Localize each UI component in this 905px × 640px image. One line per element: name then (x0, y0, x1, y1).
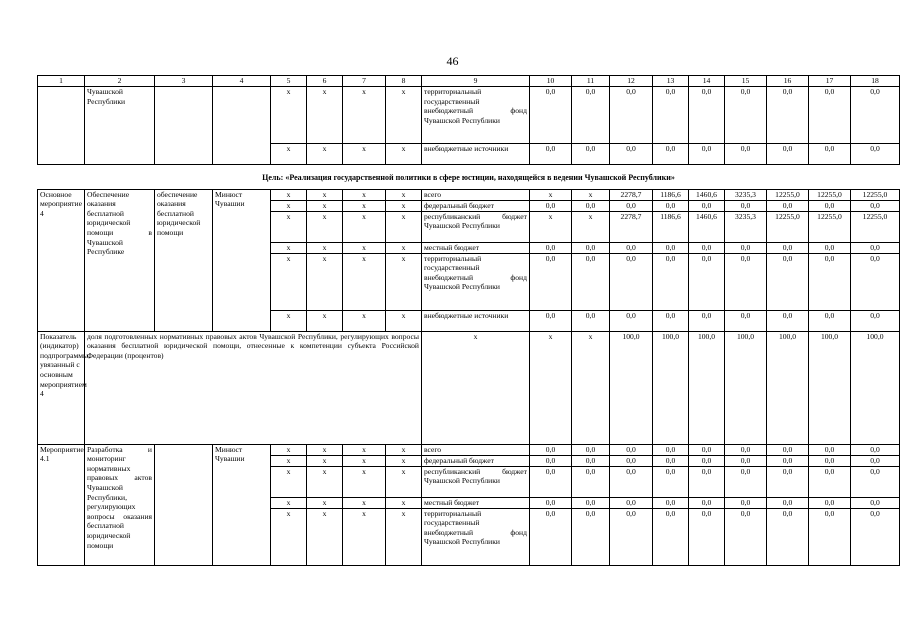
value-cell: 0,0 (530, 466, 572, 497)
value-cell: 100,0 (610, 331, 653, 444)
value-cell: 0,0 (689, 497, 725, 508)
column-number-cell: 10 (530, 76, 572, 87)
value-cell: 0,0 (530, 242, 572, 253)
value-cell: 0,0 (725, 200, 767, 211)
x-mark-cell: x (386, 466, 422, 497)
value-cell: 0,0 (809, 508, 851, 565)
column-number-cell: 12 (610, 76, 653, 87)
x-mark-cell: x (343, 508, 386, 565)
value-cell: 0,0 (725, 242, 767, 253)
value-cell: 0,0 (689, 455, 725, 466)
value-cell: 0,0 (610, 87, 653, 144)
value-cell: 0,0 (809, 200, 851, 211)
value-cell: 12255,0 (851, 189, 900, 200)
value-cell: 0,0 (851, 144, 900, 165)
event-task-cell (155, 444, 213, 565)
goal-heading: Цель: «Реализация государственной политики в сфере юстиции, находящейся в ведении Чувашской Республики» (38, 165, 900, 190)
value-cell: 0,0 (530, 87, 572, 144)
x-mark-cell: x (271, 444, 307, 455)
value-cell: 3235,3 (725, 189, 767, 200)
funding-source-cell: федеральный бюджет (422, 455, 530, 466)
funding-source-cell: территориальный государственный внебюджетный фонд Чувашской Республики (422, 87, 530, 144)
value-cell: 0,0 (530, 310, 572, 331)
x-mark-cell: x (307, 189, 343, 200)
value-cell: 100,0 (725, 331, 767, 444)
table-row (38, 87, 900, 144)
value-cell: 0,0 (809, 310, 851, 331)
column-number-cell: 16 (767, 76, 809, 87)
value-cell: 0,0 (689, 200, 725, 211)
column-number-cell: 7 (343, 76, 386, 87)
x-mark-cell: x (271, 87, 307, 144)
value-cell: 0,0 (725, 87, 767, 144)
value-cell: 0,0 (767, 253, 809, 310)
x-mark-cell: x (343, 466, 386, 497)
funding-source-cell: внебюджетные источники (422, 310, 530, 331)
value-cell: 0,0 (809, 242, 851, 253)
value-cell: 0,0 (767, 144, 809, 165)
x-mark-cell: x (271, 144, 307, 165)
column-number-cell: 15 (725, 76, 767, 87)
executor-cell: Минюст Чувашии (213, 444, 271, 565)
value-cell: x (530, 189, 572, 200)
value-cell: x (572, 331, 610, 444)
value-cell: 0,0 (572, 508, 610, 565)
empty-cell (38, 87, 85, 165)
x-mark-cell: x (386, 200, 422, 211)
value-cell: 3235,3 (725, 211, 767, 242)
x-mark-cell: x (343, 242, 386, 253)
event-type-cell: Мероприятие 4.1 (38, 444, 85, 565)
value-cell: 0,0 (809, 466, 851, 497)
funding-source-cell: всего (422, 189, 530, 200)
x-mark-cell: x (343, 87, 386, 144)
value-cell: 12255,0 (809, 189, 851, 200)
value-cell: 0,0 (767, 455, 809, 466)
value-cell: 0,0 (610, 144, 653, 165)
value-cell: 0,0 (767, 310, 809, 331)
event-type-cell: Основное мероприятие 4 (38, 189, 85, 331)
value-cell: 0,0 (851, 310, 900, 331)
value-cell: 0,0 (809, 253, 851, 310)
value-cell: 2278,7 (610, 189, 653, 200)
value-cell: 0,0 (725, 310, 767, 331)
x-mark-cell: x (386, 144, 422, 165)
header-row (38, 76, 900, 87)
value-cell: 0,0 (851, 466, 900, 497)
empty-cell (155, 87, 213, 165)
value-cell: 0,0 (530, 253, 572, 310)
x-mark-cell: x (271, 508, 307, 565)
x-mark-cell: x (307, 144, 343, 165)
value-cell: 0,0 (851, 444, 900, 455)
value-cell: 0,0 (572, 200, 610, 211)
value-cell: 0,0 (689, 87, 725, 144)
value-cell: 12255,0 (809, 211, 851, 242)
value-cell: 0,0 (767, 497, 809, 508)
value-cell: 0,0 (689, 253, 725, 310)
x-mark-cell: x (271, 211, 307, 242)
value-cell: 0,0 (767, 444, 809, 455)
x-mark-cell: x (271, 253, 307, 310)
column-number-cell: 6 (307, 76, 343, 87)
x-mark-cell: x (271, 455, 307, 466)
column-number-cell: 3 (155, 76, 213, 87)
budget-table (37, 75, 900, 566)
value-cell: 0,0 (610, 444, 653, 455)
x-mark-cell: x (343, 497, 386, 508)
value-cell: 0,0 (767, 508, 809, 565)
value-cell: 0,0 (809, 87, 851, 144)
value-cell: 0,0 (653, 200, 689, 211)
column-number-cell: 1 (38, 76, 85, 87)
value-cell: 0,0 (610, 253, 653, 310)
funding-source-cell: республиканский бюджет Чувашской Республики (422, 211, 530, 242)
value-cell: 0,0 (725, 253, 767, 310)
value-cell: 0,0 (689, 242, 725, 253)
indicator-text-cell: доля подготовленных нормативных правовых актов Чувашской Республики, регулирующих вопросы оказания бесплатной юридической помощи, отнесенные к компетенции субъекта Российской Федерации (процентов) (85, 331, 422, 444)
table-row (38, 444, 900, 455)
value-cell: 0,0 (610, 200, 653, 211)
value-cell: 0,0 (610, 466, 653, 497)
value-cell: 1460,6 (689, 211, 725, 242)
page-number: 46 (446, 54, 459, 68)
funding-source-cell: территориальный государственный внебюджетный фонд Чувашской Республики (422, 508, 530, 565)
empty-cell (213, 87, 271, 165)
executor-cell: Минюст Чувашии (213, 189, 271, 331)
column-number-cell: 13 (653, 76, 689, 87)
value-cell: 0,0 (689, 310, 725, 331)
value-cell: 0,0 (851, 508, 900, 565)
funding-source-cell: внебюджетные источники (422, 144, 530, 165)
x-mark-cell: x (307, 242, 343, 253)
value-cell: 100,0 (653, 331, 689, 444)
value-cell: 0,0 (530, 200, 572, 211)
x-mark-cell: x (343, 189, 386, 200)
funding-source-cell: федеральный бюджет (422, 200, 530, 211)
x-mark-cell: x (271, 189, 307, 200)
x-mark-cell: x (307, 455, 343, 466)
funding-source-cell: местный бюджет (422, 497, 530, 508)
value-cell: 0,0 (725, 508, 767, 565)
x-mark-cell: x (386, 242, 422, 253)
value-cell: 0,0 (653, 253, 689, 310)
x-mark-cell: x (307, 87, 343, 144)
value-cell: 0,0 (530, 455, 572, 466)
value-cell: 100,0 (767, 331, 809, 444)
x-mark-cell: x (343, 144, 386, 165)
value-cell: 1186,6 (653, 211, 689, 242)
value-cell: 0,0 (809, 444, 851, 455)
value-cell: 0,0 (767, 87, 809, 144)
value-cell: 12255,0 (767, 189, 809, 200)
value-cell: 0,0 (851, 455, 900, 466)
x-mark-cell: x (271, 466, 307, 497)
funding-source-cell: всего (422, 444, 530, 455)
column-number-cell: 18 (851, 76, 900, 87)
value-cell: 1460,6 (689, 189, 725, 200)
x-mark-cell: x (307, 200, 343, 211)
x-mark-cell: x (271, 200, 307, 211)
value-cell: 0,0 (851, 253, 900, 310)
x-mark-cell: x (386, 444, 422, 455)
value-cell: x (572, 189, 610, 200)
value-cell: 0,0 (653, 497, 689, 508)
x-mark-cell: x (307, 253, 343, 310)
value-cell: 0,0 (610, 242, 653, 253)
value-cell: 2278,7 (610, 211, 653, 242)
value-cell: 0,0 (809, 455, 851, 466)
value-cell: 0,0 (572, 87, 610, 144)
value-cell: 12255,0 (767, 211, 809, 242)
table-row (38, 189, 900, 200)
x-mark-cell: x (271, 497, 307, 508)
column-number-cell: 2 (85, 76, 155, 87)
value-cell: 100,0 (809, 331, 851, 444)
value-cell: 0,0 (725, 466, 767, 497)
column-number-cell: 14 (689, 76, 725, 87)
value-cell: 0,0 (572, 144, 610, 165)
value-cell: 0,0 (767, 466, 809, 497)
event-task-cell: обеспечение оказания бесплатной юридической помощи (155, 189, 213, 331)
x-mark-cell: x (386, 455, 422, 466)
value-cell: 0,0 (530, 144, 572, 165)
funding-source-cell: республиканский бюджет Чувашской Республики (422, 466, 530, 497)
x-mark-cell: x (343, 444, 386, 455)
indicator-row (38, 331, 900, 444)
value-cell: 1186,6 (653, 189, 689, 200)
x-mark-cell: x (307, 466, 343, 497)
value-cell: 100,0 (851, 331, 900, 444)
value-cell: 0,0 (530, 508, 572, 565)
funding-source-cell: местный бюджет (422, 242, 530, 253)
x-mark-cell: x (271, 242, 307, 253)
value-cell: 0,0 (653, 508, 689, 565)
x-mark-cell: x (386, 87, 422, 144)
value-cell: 0,0 (689, 144, 725, 165)
x-mark-cell: x (271, 310, 307, 331)
value-cell: 0,0 (653, 310, 689, 331)
event-name-cell: Разработка и мониторинг нормативных правовых актов Чувашской Республики, регулирующих вопросы оказания бесплатной юридической помощи (85, 444, 155, 565)
event-name-cell: Чувашской Республики (85, 87, 155, 165)
x-mark-cell: x (343, 211, 386, 242)
value-cell: 0,0 (572, 242, 610, 253)
value-cell: 0,0 (610, 508, 653, 565)
x-mark-cell: x (307, 508, 343, 565)
x-mark-cell: x (386, 508, 422, 565)
x-mark-cell: x (422, 331, 530, 444)
value-cell: 0,0 (572, 466, 610, 497)
value-cell: 0,0 (572, 444, 610, 455)
column-number-cell: 11 (572, 76, 610, 87)
indicator-label-cell: Показатель (индикатор) подпрограммы, увязанный с основным мероприятием 4 (38, 331, 85, 444)
value-cell: 0,0 (653, 466, 689, 497)
column-number-cell: 9 (422, 76, 530, 87)
value-cell: 0,0 (689, 466, 725, 497)
x-mark-cell: x (343, 310, 386, 331)
value-cell: 0,0 (530, 497, 572, 508)
value-cell: 0,0 (767, 200, 809, 211)
value-cell: 0,0 (610, 310, 653, 331)
value-cell: 0,0 (572, 253, 610, 310)
value-cell: 0,0 (851, 497, 900, 508)
value-cell: 0,0 (572, 455, 610, 466)
x-mark-cell: x (307, 444, 343, 455)
x-mark-cell: x (386, 211, 422, 242)
value-cell: 0,0 (653, 144, 689, 165)
column-number-cell: 17 (809, 76, 851, 87)
x-mark-cell: x (386, 310, 422, 331)
value-cell: 0,0 (530, 444, 572, 455)
value-cell: 0,0 (725, 455, 767, 466)
value-cell: 0,0 (809, 144, 851, 165)
value-cell: 0,0 (653, 444, 689, 455)
x-mark-cell: x (307, 497, 343, 508)
column-number-cell: 8 (386, 76, 422, 87)
x-mark-cell: x (386, 253, 422, 310)
x-mark-cell: x (307, 211, 343, 242)
value-cell: x (530, 331, 572, 444)
value-cell: 0,0 (653, 455, 689, 466)
funding-source-cell: территориальный государственный внебюджетный фонд Чувашской Республики (422, 253, 530, 310)
value-cell: 0,0 (610, 497, 653, 508)
value-cell: 0,0 (689, 508, 725, 565)
x-mark-cell: x (343, 455, 386, 466)
goal-row (38, 165, 900, 190)
value-cell: 0,0 (851, 200, 900, 211)
value-cell: 0,0 (689, 444, 725, 455)
column-number-cell: 5 (271, 76, 307, 87)
x-mark-cell: x (343, 253, 386, 310)
value-cell: 0,0 (767, 242, 809, 253)
value-cell: 0,0 (725, 444, 767, 455)
value-cell: 0,0 (610, 455, 653, 466)
value-cell: 0,0 (572, 310, 610, 331)
value-cell: 0,0 (725, 144, 767, 165)
value-cell: 0,0 (725, 497, 767, 508)
value-cell: x (572, 211, 610, 242)
value-cell: 0,0 (851, 87, 900, 144)
x-mark-cell: x (307, 310, 343, 331)
value-cell: 0,0 (653, 87, 689, 144)
x-mark-cell: x (386, 497, 422, 508)
event-name-cell: Обеспечение оказания бесплатной юридической помощи в Чувашской Республике (85, 189, 155, 331)
x-mark-cell: x (386, 189, 422, 200)
value-cell: 0,0 (851, 242, 900, 253)
value-cell: 0,0 (653, 242, 689, 253)
value-cell: 12255,0 (851, 211, 900, 242)
value-cell: 0,0 (809, 497, 851, 508)
value-cell: 100,0 (689, 331, 725, 444)
x-mark-cell: x (343, 200, 386, 211)
value-cell: x (530, 211, 572, 242)
value-cell: 0,0 (572, 497, 610, 508)
column-number-cell: 4 (213, 76, 271, 87)
